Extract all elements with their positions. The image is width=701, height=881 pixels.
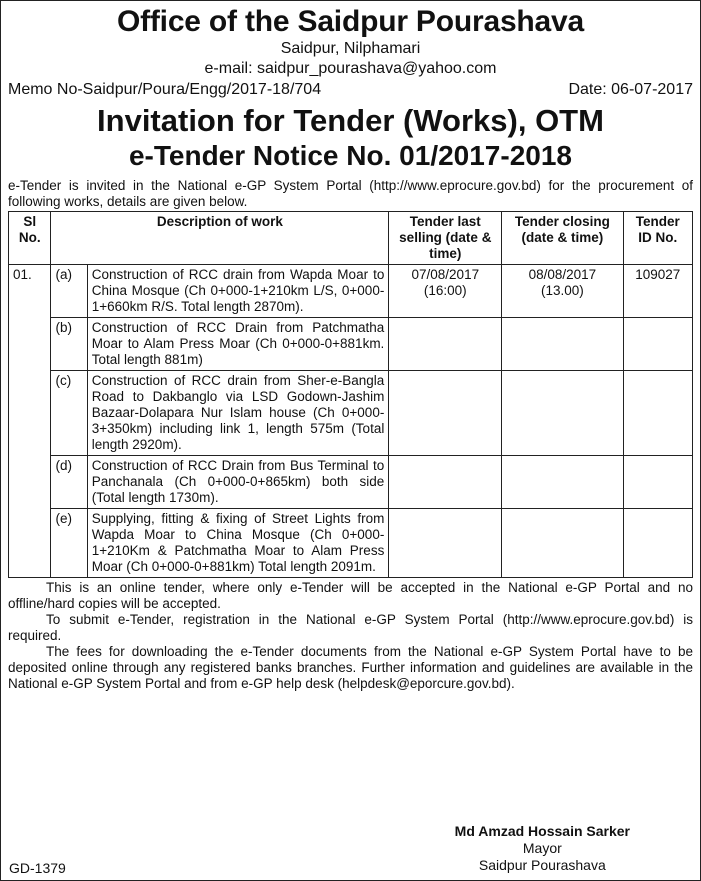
selling-cell [389, 265, 502, 318]
empty-cell [623, 509, 692, 578]
work-description: Construction of RCC Drain from Bus Terminal to Panchanala (Ch 0+000-0+865km) both side (Total length 1730m). [87, 456, 389, 509]
office-location: Saidpur, Nilphamari [280, 40, 421, 57]
work-description: Construction of RCC Drain from Patchmatha Moar to Alam Press Moar (Ch 0+000-0+881km. Total length 881m) [87, 318, 389, 371]
work-letter: (b) [51, 318, 87, 371]
table-row [9, 509, 693, 578]
header-closing: Tender closing (date & time) [502, 212, 623, 265]
office-title: Office of the Saidpur Pourashava [116, 5, 585, 38]
work-description: Construction of RCC drain from Wapda Moar to China Mosque (Ch 0+000-1+210km L/S, 0+000-1+660km R/S. Total length 2870m). [87, 265, 389, 318]
work-letter: (d) [51, 456, 87, 509]
empty-cell [502, 318, 623, 371]
notice-intro: e-Tender is invited in the National e-GP System Portal (http://www.eprocure.gov.bd) for the procurement of following works, details are given below. [8, 178, 693, 209]
table-row [9, 456, 693, 509]
work-description: Construction of RCC drain from Sher-e-Bangla Road to Dakbanglo via LSD Godown-Jashim Bazaar-Dolapara Nur Islam house (Ch 0+000-3+350km) including link 1, length 575m (Total length 2920m). [87, 371, 389, 456]
work-letter: (a) [51, 265, 87, 318]
work-letter: (c) [51, 371, 87, 456]
memo-row [8, 80, 693, 100]
selling-time: (16:00) [423, 283, 467, 298]
header-selling: Tender last selling (date & time) [389, 212, 502, 265]
signatory-designation: Mayor [522, 840, 562, 856]
empty-cell [623, 456, 692, 509]
tender-id: 109027 [623, 265, 692, 318]
gd-code: GD-1379 [9, 860, 66, 876]
empty-cell [502, 371, 623, 456]
signature-block [455, 823, 630, 874]
works-table [8, 211, 693, 578]
empty-cell [623, 371, 692, 456]
empty-cell [389, 509, 502, 578]
table-row [9, 371, 693, 456]
table-header-row [9, 212, 693, 265]
sl-number: 01. [9, 265, 51, 578]
signatory-name: Md Amzad Hossain Sarker [454, 823, 630, 839]
closing-date: 08/08/2017 [528, 267, 597, 282]
notice-title: Invitation for Tender (Works), OTM [97, 103, 604, 138]
empty-cell [389, 456, 502, 509]
table-row [9, 265, 693, 318]
closing-time: (13.00) [541, 283, 584, 298]
memo-number: Memo No-Saidpur/Poura/Engg/2017-18/704 [8, 81, 322, 98]
empty-cell [623, 318, 692, 371]
header-description: Description of work [51, 212, 389, 265]
note-paragraph: To submit e-Tender, registration in the National e-GP System Portal (http://www.eprocure.gov.bd) is required. [8, 612, 693, 643]
work-letter: (e) [51, 509, 87, 578]
empty-cell [502, 509, 623, 578]
header-tender-id: Tender ID No. [623, 212, 692, 265]
note-paragraph: The fees for downloading the e-Tender documents from the National e-GP System Portal have to be deposited online through any registered banks branches. Further information and guidelines are available in the National e-GP System Portal and from e-GP help desk (helpdesk@eporcure.gov.bd). [8, 644, 693, 691]
note-paragraph: This is an online tender, where only e-Tender will be accepted in the National e-GP Portal and no offline/hard copies will be accepted. [8, 580, 693, 611]
notice-notes [8, 580, 693, 692]
closing-cell [502, 265, 623, 318]
empty-cell [389, 371, 502, 456]
table-row [9, 318, 693, 371]
office-email: e-mail: saidpur_pourashava@yahoo.com [204, 60, 497, 77]
memo-date: Date: 06-07-2017 [568, 81, 693, 98]
signatory-office: Saidpur Pourashava [478, 857, 606, 873]
selling-date: 07/08/2017 [411, 267, 480, 282]
work-description: Supplying, fitting & fixing of Street Lights from Wapda Moar to China Mosque (Ch 0+000-1+210Km & Patchmatha Moar to Alam Press Moar (Ch 0+000-0+881km) Total length 2091m. [87, 509, 389, 578]
empty-cell [389, 318, 502, 371]
empty-cell [502, 456, 623, 509]
header-sl-no: Sl No. [9, 212, 51, 265]
notice-number: e-Tender Notice No. 01/2017-2018 [128, 140, 572, 171]
